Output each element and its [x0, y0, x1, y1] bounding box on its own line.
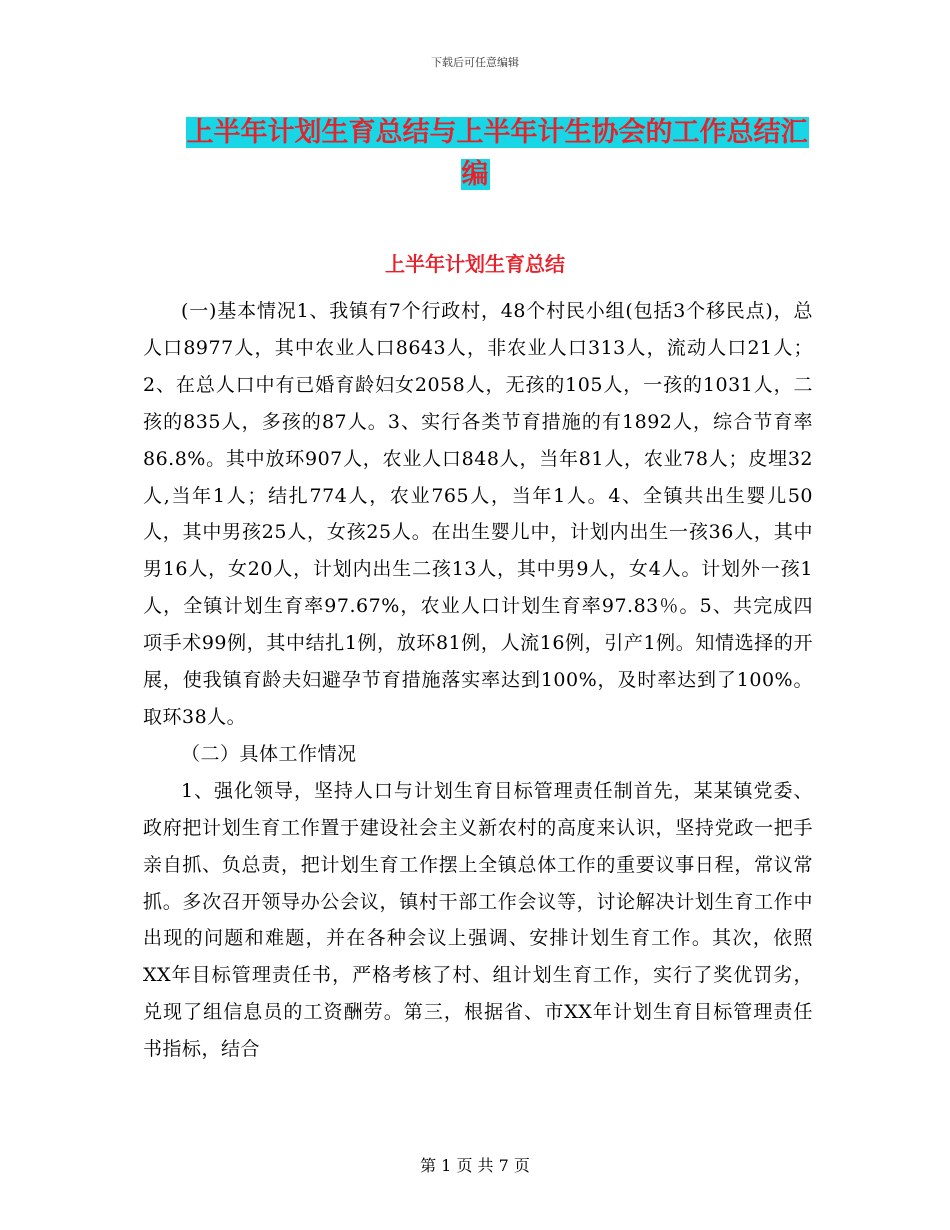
paragraph-leadership: 1、强化领导，坚持人口与计划生育目标管理责任制首先，某某镇党委、政府把计划生育工作置于建设社会主义新农村的高度来认识，坚持党政一把手亲自抓、负总责，把计划生育工作摆上全镇总体工作的重要议事日程，常议常抓。多次召开领导办公会议，镇村干部工作会议等，讨论解决计划生育工作中出现的问题和难题，并在各种会议上强调、安排计划生育工作。其次，依照XX年目标管理责任书，严格考核了村、组计划生育工作，实行了奖优罚劣，兑现了组信息员的工资酬劳。第三，根据省、市XX年计划生育目标管理责任书指标，结合 [143, 779, 813, 1061]
section-title: 上半年计划生育总结 [385, 252, 565, 276]
document-title-text-1: 上半年计划生育总结与上半年计生协会的工作总结汇 [186, 117, 808, 148]
document-title-line-2 [0, 152, 950, 198]
document-body [143, 293, 813, 1068]
page-header-note: 下载后可任意编辑 [431, 56, 519, 69]
page-footer: 第 1 页 共 7 页 [420, 1156, 530, 1175]
document-title-line-1 [22, 110, 950, 156]
paragraph-basic-situation: (一)基本情况1、我镇有7个行政村，48个村民小组(包括3个移民点)，总人口8977人，其中农业人口8643人，非农业人口313人，流动人口21人；2、在总人口中有已婚育龄妇女2058人，无孩的105人，一孩的1031人，二孩的835人，多孩的87人。3、实行各类节育措施的有1892人，综合节育率86.8%。其中放环907人，农业人口848人，当年81人，农业78人；皮埋32人,当年1人；结扎774人，农业765人，当年1人。4、全镇共出生婴儿50人，其中男孩25人，女孩25人。在出生婴儿中，计划内出生一孩36人，其中男16人，女20人，计划内出生二孩13人，其中男9人，女4人。计划外一孩1人，全镇计划生育率97.67%，农业人口计划生育率97.83％。5、共完成四项手术99例，其中结扎1例，放环81例，人流16例，引产1例。知情选择的开展，使我镇育龄夫妇避孕节育措施落实率达到100%，及时率达到了100%。取环38人。 [143, 300, 813, 728]
document-title-text-2: 编 [461, 159, 489, 190]
paragraph-subheading: （二）具体工作情况 [181, 742, 357, 765]
